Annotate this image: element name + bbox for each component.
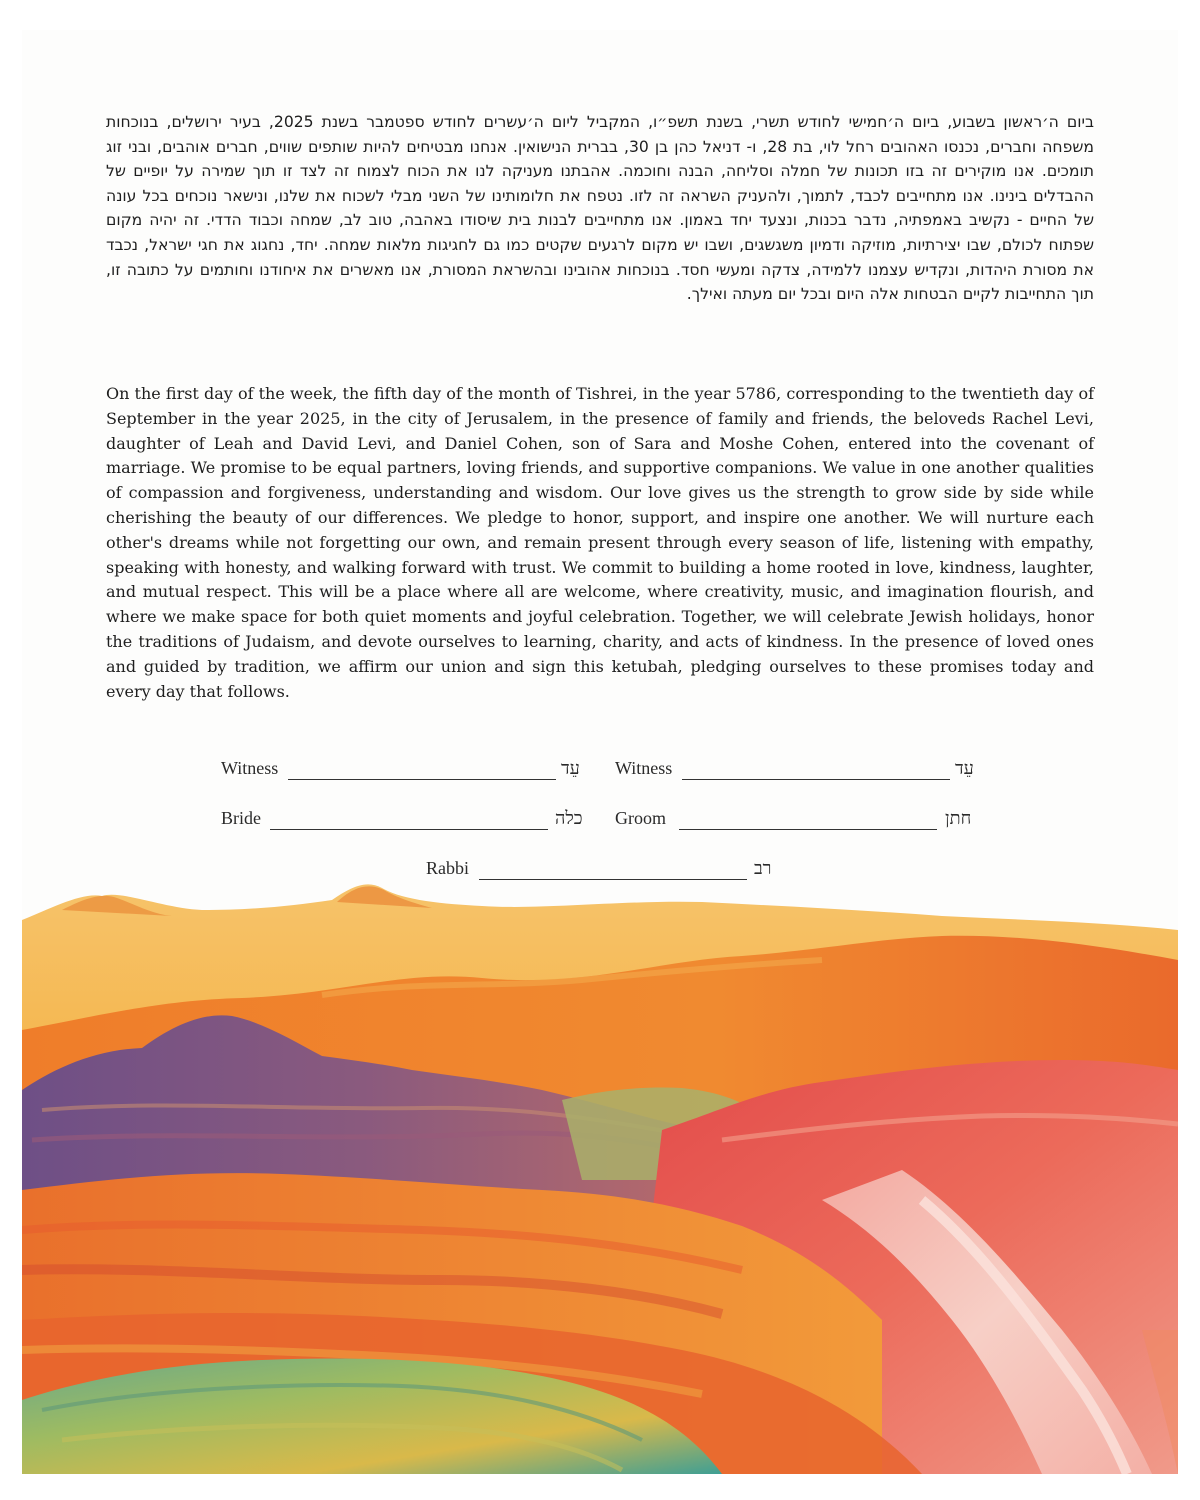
witness-right-hebrew: עֵד xyxy=(955,758,974,778)
groom-hebrew: חתן xyxy=(945,808,972,828)
rabbi-line[interactable] xyxy=(479,879,747,880)
bride-signature xyxy=(221,808,601,834)
witness-left-signature xyxy=(221,758,591,784)
groom-line[interactable] xyxy=(679,829,937,830)
groom-signature xyxy=(615,808,985,834)
rabbi-label: Rabbi xyxy=(426,858,469,878)
rabbi-signature xyxy=(426,858,786,884)
bride-label: Bride xyxy=(221,808,261,828)
witness-left-line[interactable] xyxy=(288,779,556,780)
witness-right-signature xyxy=(615,758,985,784)
english-text: On the first day of the week, the fifth day of the month of Tishrei, in the year 5786, corresponding to the twentieth day of September in the year 2025, in the city of Jerusalem, in the presence of family and friends, the beloveds Rachel Levi, daughter of Leah and David Levi, and Daniel Cohen, son of Sara and Moshe Cohen, entered into the covenant of marriage. We promise to be equal partners, loving friends, and supportive companions. We value in one another qualities of compassion and forgiveness, understanding and wisdom. Our love gives us the strength to grow side by side while cherishing the beauty of our differences. We pledge to honor, support, and inspire one another. We will nurture each other's dreams while not forgetting our own, and remain present through every season of life, listening with empathy, speaking with honesty, and walking forward with trust. We commit to building a home rooted in love, kindness, laughter, and mutual respect. This will be a place where all are welcome, where creativity, music, and imagination flourish, and where we make space for both quiet moments and joyful celebration. Together, we will celebrate Jewish holidays, honor the traditions of Judaism, and devote ourselves to learning, charity, and acts of kindness. In the presence of loved ones and guided by tradition, we affirm our union and sign this ketubah, pledging ourselves to these promises today and every day that follows. xyxy=(106,384,1094,701)
witness-left-hebrew: עֵד xyxy=(561,758,580,778)
groom-label: Groom xyxy=(615,808,666,828)
bride-hebrew: כלה xyxy=(555,808,583,828)
bride-line[interactable] xyxy=(270,829,548,830)
witness-right-label: Witness xyxy=(615,758,673,778)
witness-right-line[interactable] xyxy=(682,779,950,780)
witness-left-label: Witness xyxy=(221,758,279,778)
ketubah-sheet xyxy=(22,30,1178,1474)
rabbi-hebrew: רב xyxy=(754,858,772,878)
hebrew-text: ביום ה׳ראשון בשבוע, ביום ה׳חמישי לחודש תשרי, בשנת תשפ״ו, המקביל ליום ה׳עשרים לחודש ספטמבר בשנת 2025, בעיר ירושלים, בנוכחות משפחה וחברים, נכנסו האהובים רחל לוי, בת 28, ו- דניאל כהן בן 30, בברית הנישואין. אנחנו מבטיחים להיות שותפים שווים, חברים אוהבים, ובני זוג תומכים. אנו מוקירים זה בזו תכונות של חמלה וסליחה, הבנה וחוכמה. אהבתנו מעניקה לנו את הכוח לצמוח זה לצד זו תוך שמירה על יופיים של ההבדלים בינינו. אנו מתחייבים לכבד, לתמוך, ולהעניק השראה זה לזו. נטפח את חלומותינו של השני מבלי לשכוח את שלנו, ונישאר נוכחים בכל עונה של החיים - נקשיב באמפתיה, נדבר בכנות, ונצעד יחד באמון. אנו מתחייבים לבנות בית שיסודו באהבה, טוב לב, שמחה וכבוד הדדי. זה יהיה מקום שפתוח לכולם, שבו יצירתיות, מוזיקה ודמיון משגשגים, ושבו יש מקום לרגעים שקטים כמו גם לחגיגות מלאות שמחה. יחד, נחגוג את חגי ישראל, נכבד את מסורת היהדות, ונקדיש עצמנו ללמידה, צדקה ומעשי חסד. בנוכחות אהובינו ובהשראת המסורת, אנו מאשרים את איחודנו וחותמים על כתובה זו, תוך התחייבות לקיים הבטחות אלה היום ובכל יום מעתה ואילך. xyxy=(106,113,1095,304)
